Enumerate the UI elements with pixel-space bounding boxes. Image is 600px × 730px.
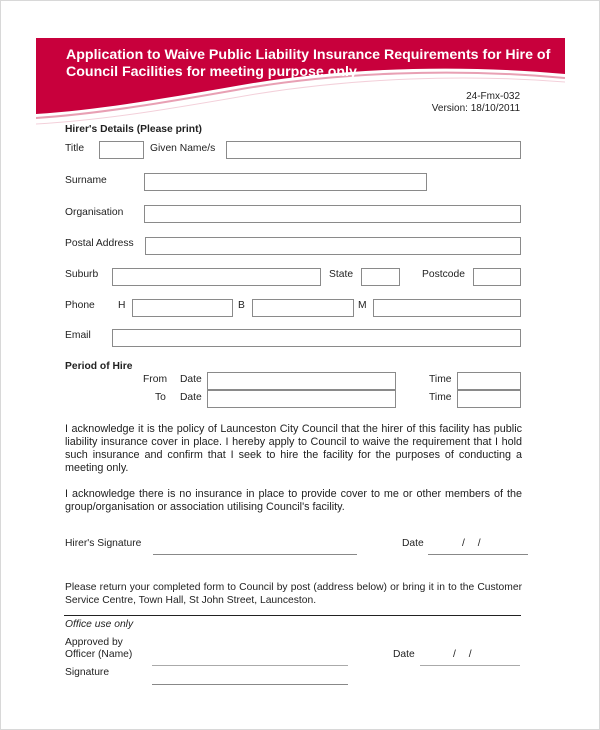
title-label: Title: [65, 143, 85, 154]
postcode-field[interactable]: [473, 268, 521, 286]
hirer-signature-label: Hirer's Signature: [65, 538, 142, 549]
hirer-details-heading: Hirer's Details (Please print): [65, 124, 202, 135]
state-field[interactable]: [361, 268, 400, 286]
email-label: Email: [65, 330, 91, 341]
state-label: State: [329, 269, 354, 280]
approved-by-label-line2: Officer (Name): [65, 649, 133, 660]
form-title: Application to Waive Public Liability Insurance Requirements for Hire of Council Facilities for meeting purpose only: [66, 47, 551, 80]
office-date-label: Date: [393, 649, 415, 660]
office-use-heading: Office use only: [65, 619, 134, 630]
to-date-label: Date: [180, 392, 202, 403]
phone-home-field[interactable]: [132, 299, 233, 317]
given-names-label: Given Name/s: [150, 143, 216, 154]
office-date-slashes: / /: [453, 649, 472, 660]
surname-field[interactable]: [144, 173, 427, 191]
signature-date-slashes: / /: [462, 538, 481, 549]
office-signature-label: Signature: [65, 667, 110, 678]
from-time-label: Time: [429, 374, 452, 385]
email-field[interactable]: [112, 329, 521, 347]
form-code: 24-Fmx-032: [466, 91, 520, 102]
to-time-field[interactable]: [457, 390, 521, 408]
signature-date-label: Date: [402, 538, 424, 549]
phone-label: Phone: [65, 300, 95, 311]
office-signature-line[interactable]: [152, 684, 348, 685]
organisation-label: Organisation: [65, 207, 124, 218]
period-of-hire-heading: Period of Hire: [65, 361, 133, 372]
approved-by-label-line1: Approved by: [65, 637, 123, 648]
postal-address-field[interactable]: [145, 237, 521, 255]
from-date-field[interactable]: [207, 372, 396, 390]
postal-address-label: Postal Address: [65, 238, 134, 249]
from-label: From: [143, 374, 168, 385]
signature-date-line[interactable]: [428, 554, 528, 555]
suburb-field[interactable]: [112, 268, 321, 286]
declaration-no-insurance: I acknowledge there is no insurance in place to provide cover to me or other members of the group/organisation or association utilising Council's facility.: [65, 488, 522, 513]
office-use-divider: [64, 615, 521, 616]
surname-label: Surname: [65, 175, 107, 186]
hirer-signature-line[interactable]: [153, 554, 357, 555]
to-date-field[interactable]: [207, 390, 396, 408]
to-time-label: Time: [429, 392, 452, 403]
suburb-label: Suburb: [65, 269, 99, 280]
office-date-line[interactable]: [420, 665, 520, 666]
title-field[interactable]: [99, 141, 144, 159]
organisation-field[interactable]: [144, 205, 521, 223]
from-date-label: Date: [180, 374, 202, 385]
return-instructions: Please return your completed form to Council by post (address below) or bring it in to the Customer Service Centre, Town Hall, St John Street, Launceston.: [65, 582, 522, 606]
postcode-label: Postcode: [422, 269, 465, 280]
from-time-field[interactable]: [457, 372, 521, 390]
phone-mobile-label: M: [358, 300, 367, 311]
declaration-policy: I acknowledge it is the policy of Launceston City Council that the hirer of this facility has public liability insurance cover in place. I hereby apply to Council to waive the requirement that I hold such insurance and confirm that I seek to hire the facility for the purposes of conducting a meeting only.: [65, 423, 522, 474]
given-names-field[interactable]: [226, 141, 521, 159]
phone-mobile-field[interactable]: [373, 299, 521, 317]
to-label: To: [155, 392, 166, 403]
phone-business-field[interactable]: [252, 299, 354, 317]
phone-business-label: B: [238, 300, 245, 311]
form-version: Version: 18/10/2011: [431, 103, 520, 114]
approved-by-officer-line[interactable]: [152, 665, 348, 666]
phone-home-label: H: [118, 300, 126, 311]
form-code-block: [432, 91, 520, 115]
